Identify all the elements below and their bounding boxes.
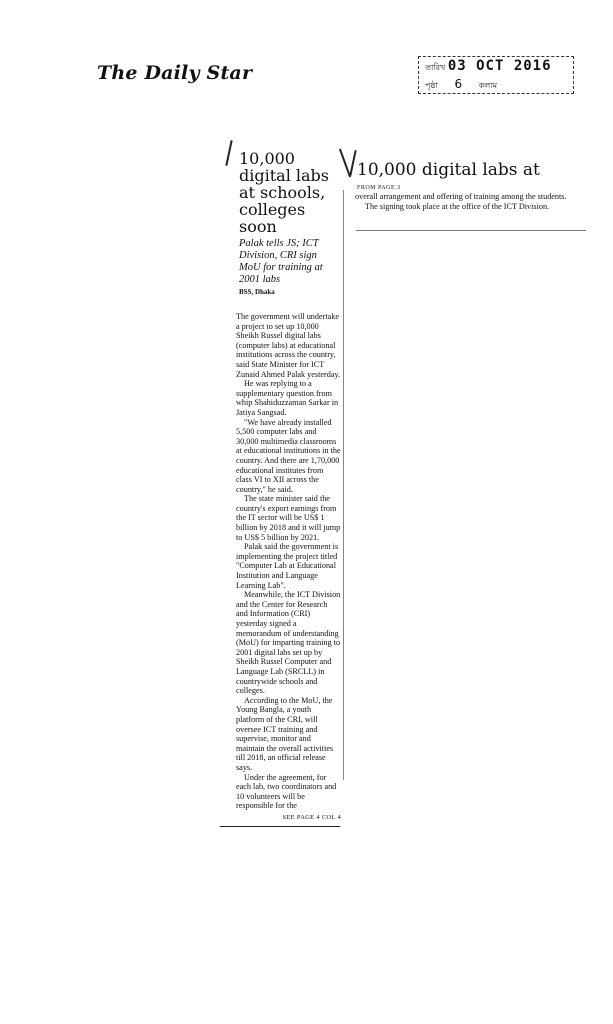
marker-line-left-top: [225, 140, 232, 166]
article-byline: BSS, Dhaka: [239, 288, 275, 296]
article-paragraph: The government will undertake a project to set up 10,000 Sheikh Russel digital labs (computer labs) at educational institutions across the country, said State Minister for ICT Zunaid Ahmed Palak yesterday.: [236, 312, 341, 379]
article-jump-line: SEE PAGE 4 COL 4: [282, 813, 341, 821]
continuation-from-line: FROM PAGE 3: [357, 185, 401, 191]
article-paragraph: According to the MoU, the Young Bangla, a youth platform of the CRI, will oversee ICT training and supervise, monitor and maintain the overall activities till 2018, an official release says.: [236, 695, 334, 772]
continuation-body: [355, 192, 587, 211]
continuation-headline: 10,000 digital labs at: [357, 160, 540, 180]
article-deck: Palak tells JS; ICT Division, CRI sign MoU for training at 2001 labs: [239, 238, 323, 285]
article-paragraph: He was replying to a supplementary question from whip Shahiduzzaman Sarkar in Jatiya Sangsad.: [236, 379, 339, 417]
marker-line-bottom: [220, 826, 340, 827]
continuation-paragraph: The signing took place at the office of the ICT Division.: [365, 201, 550, 211]
stamp-page: 6: [454, 77, 463, 91]
clipping-date-stamp: [418, 56, 574, 94]
article-headline: 10,000 digital labs at schools, colleges soon: [239, 149, 329, 236]
article-body: [236, 312, 341, 811]
stamp-column-label: কলাম: [478, 81, 498, 90]
newspaper-masthead: The Daily Star: [97, 62, 253, 84]
article-paragraph: "We have already installed 5,500 computer labs and 30,000 multimedia classrooms at educational institutions in the country. And there are 1,70,000 educational institutes from class VI to XII across the country," he said.: [236, 417, 341, 494]
continuation-paragraph: overall arrangement and offering of training among the students.: [355, 192, 567, 201]
article-paragraph: Meanwhile, the ICT Division and the Center for Research and Information (CRI) yesterday signed a memorandum of understanding (MoU) for imparting training to 2001 digital labs set up by Sheikh Russel Computer and Language Lab (SRCLL) in countrywide schools and colleges.: [236, 590, 341, 696]
article-paragraph: Under the agreement, for each lab, two coordinators and 10 volunteers will be responsible for the: [236, 772, 337, 811]
stamp-date-label: তারিখ: [425, 63, 446, 72]
article-column: [236, 150, 341, 821]
marker-line-col-right: [343, 190, 344, 780]
continuation-block: [352, 160, 587, 211]
article-paragraph: The state minister said the country's export earnings from the IT sector will be US$ 1 billion by 2018 and it will jump to US$ 5 billion by 2021.: [236, 494, 341, 542]
article-paragraph: Palak said the government is implementing the project titled "Computer Lab at Educational Institution and Language Learning Lab".: [236, 542, 339, 590]
marker-line-cont-bottom: [356, 230, 586, 231]
stamp-page-label: পৃষ্ঠা: [425, 81, 438, 90]
stamp-date: 03 OCT 2016: [447, 58, 552, 74]
